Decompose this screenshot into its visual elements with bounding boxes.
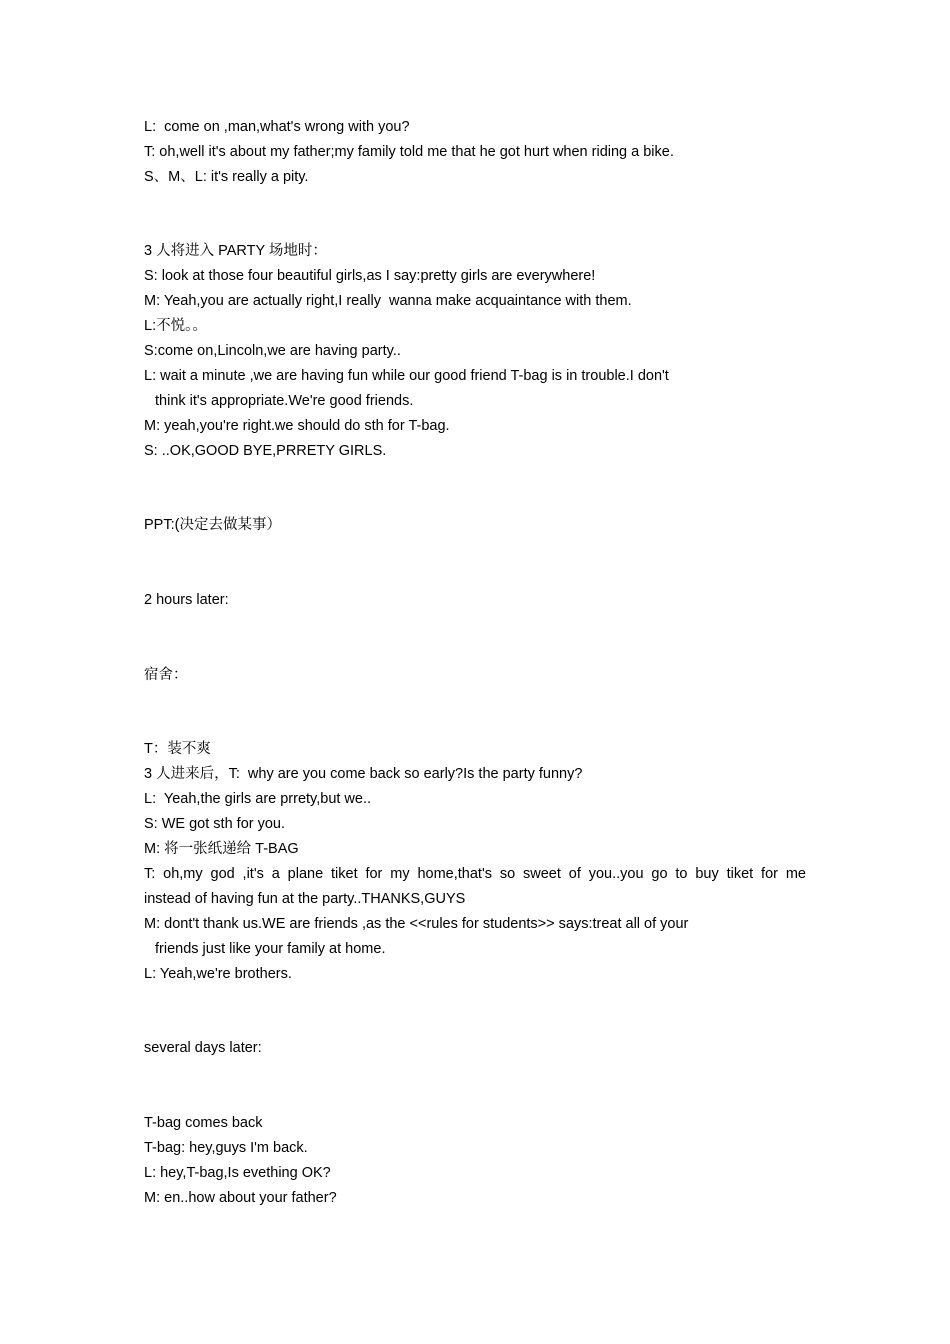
dialogue-line: T: oh,well it's about my father;my family told me that he got hurt when riding a bike. bbox=[144, 144, 674, 160]
stage-direction: T-bag comes back bbox=[144, 1115, 263, 1131]
dialogue-line: L: Yeah,we're brothers. bbox=[144, 966, 292, 982]
dialogue-line: L: Yeah,the girls are prrety,but we.. bbox=[144, 791, 372, 807]
dialogue-line: T-bag: hey,guys I'm back. bbox=[144, 1140, 308, 1156]
dialogue-line: S、M、L: it's really a pity. bbox=[144, 169, 309, 185]
dialogue-line: 3 人进来后，T: why are you come back so early?Is the party funny? bbox=[144, 766, 583, 782]
dialogue-line: S:come on,Lincoln,we are having party.. bbox=[144, 343, 401, 359]
dialogue-line-continued: think it's appropriate.We're good friends. bbox=[155, 393, 414, 409]
dialogue-line: L: hey,T-bag,Is evething OK? bbox=[144, 1165, 331, 1181]
dialogue-line: M: 将一张纸递给 T-BAG bbox=[144, 841, 299, 857]
dialogue-line: L:不悦。。 bbox=[144, 318, 207, 334]
scene-heading: 宿舍： bbox=[144, 667, 188, 683]
stage-direction: 3 人将进入 PARTY 场地时： bbox=[144, 243, 327, 259]
dialogue-line: L: come on ,man,what's wrong with you? bbox=[144, 119, 410, 135]
dialogue-line: L: wait a minute ,we are having fun while our good friend T-bag is in trouble.I don't bbox=[144, 368, 669, 384]
scene-heading: PPT:(决定去做某事） bbox=[144, 517, 281, 533]
dialogue-line-continued: instead of having fun at the party..THANKS,GUYS bbox=[144, 891, 466, 907]
scene-heading: 2 hours later: bbox=[144, 592, 229, 608]
dialogue-line: S: ..OK,GOOD BYE,PRRETY GIRLS. bbox=[144, 443, 387, 459]
dialogue-line: M: yeah,you're right.we should do sth for T-bag. bbox=[144, 418, 450, 434]
scene-heading: several days later: bbox=[144, 1040, 262, 1056]
dialogue-line: M: dont't thank us.WE are friends ,as the <<rules for students>> says:treat all of your bbox=[144, 916, 689, 932]
dialogue-line: T: oh,my god ,it's a plane tiket for my home,that's so sweet of you..you go to buy tiket for me bbox=[144, 866, 806, 882]
dialogue-line: M: Yeah,you are actually right,I really wanna make acquaintance with them. bbox=[144, 293, 632, 309]
dialogue-line: S: look at those four beautiful girls,as I say:pretty girls are everywhere! bbox=[144, 268, 596, 284]
dialogue-line: M: en..how about your father? bbox=[144, 1190, 337, 1206]
stage-direction: T：装不爽 bbox=[144, 741, 211, 757]
dialogue-line: S: WE got sth for you. bbox=[144, 816, 286, 832]
dialogue-line-continued: friends just like your family at home. bbox=[155, 941, 386, 957]
